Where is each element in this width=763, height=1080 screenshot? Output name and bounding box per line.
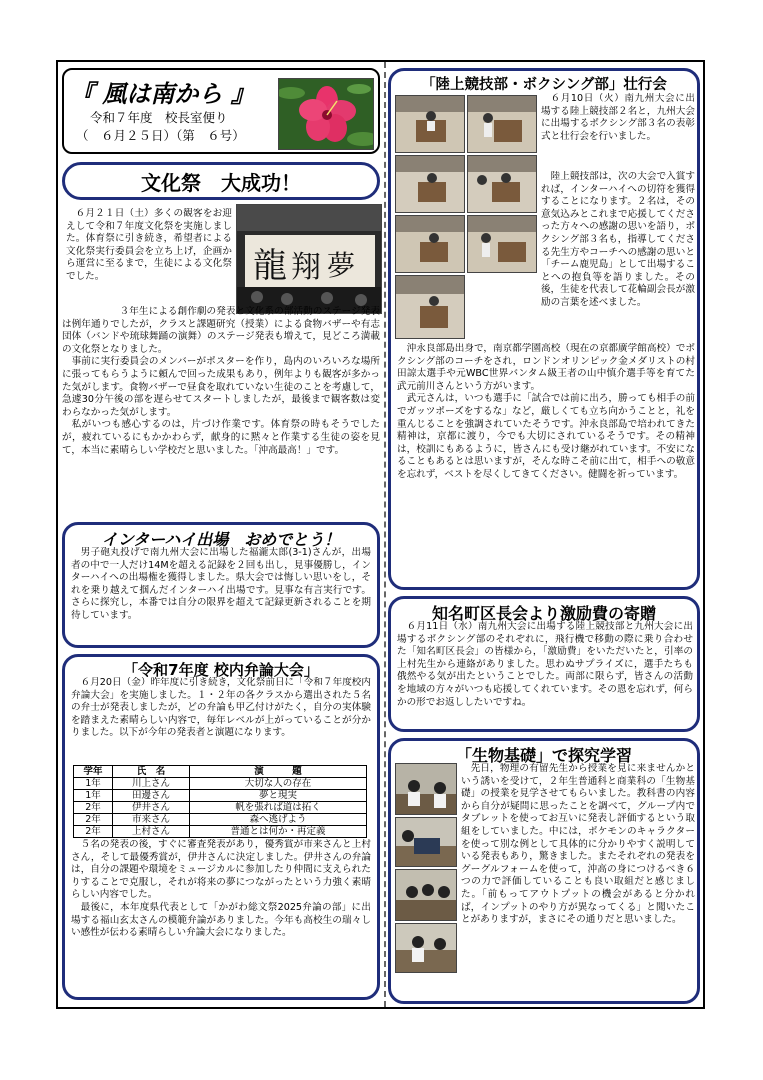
benron-heading: 「令和7年度 校内弁論大会」 [123,661,319,679]
benron-intro-text: ６月20日（金）昨年度に引き続き，文化祭前日に「令和７年度校内弁論大会」を実施しました。１・２年の各クラスから選出された５名の弁士が発表しましたが，どの弁論も甲乙付けがたく，自分の実体験を踏まえた素晴らしい内容で，毎年レベルが上がっていることが分かりました。以下が今年の発表者と演題になります。 [71,677,371,739]
rikujo-para4: 武元さんは，いつも選手に「試合では前に出ろ，勝っても相手の前でガッツポーズをするな」など，厳しくても立ち向かうことと，礼を重んじることを強調されていたそうです。沖永良部島で培われてきた精神は，京都に渡り，今でも大切にされているそうです。その精神は，校訓にもあるように，皆さんにも受け継がれています。不安になることもあるとは思いますが，そんな時こそ前に出て，相手への敬意を忘れず，ベストを尽くしてきてください。健闘を祈っています。 [397,393,695,480]
speaker-grade: 2年 [74,814,113,826]
bunkasai-para3: 事前に実行委員会のメンバーがポスターを作り，島内のいろいろな場所に張ってもらうように頼んで回った成果もあり，例年よりも観客が多かった気がします。食物バザーで昼食を取れていない生徒のことを考慮して，急遽30分午後の部を遅らせてスタートしましたが，最後まで観客数は変わらなかった気がします。 [62,356,380,418]
rikujo-box [388,68,700,590]
interhigh-box [62,522,380,648]
bunkasai-lead [66,208,232,318]
bunkasai-lead-text: ６月２１日（土）多くの観客をお迎えして令和７年度文化祭を実施しました。体育祭に引き続き，希望者による文化祭実行委員会を立ち上げ，企画から運営に至るまで，生徒による文化祭でした。 [66,208,232,282]
speech-title: 夢と現実 [190,790,367,802]
ceremony-photo-3 [395,155,465,213]
col-title: 演 題 [190,766,367,778]
ceremony-photo-5 [395,215,465,273]
interhigh-heading: インターハイ出場 おめでとう！ [101,530,341,549]
seibutsu-box [388,738,700,1004]
speaker-table [73,765,367,838]
benron-intro [71,677,371,765]
rikujo-body [541,171,695,341]
kuchokai-body [397,621,693,729]
column-divider [384,62,386,1007]
speaker-name: 上村さん [113,826,190,838]
masthead [62,68,380,154]
ceremony-photo-4 [467,155,537,213]
ceremony-photo-2 [467,95,537,153]
kuchokai-box [388,596,700,732]
benron-para2: ５名の発表の後，すぐに審査発表があり，優秀賞が市来さんと上村さん，そして最優秀賞が，伊井さんに決定しました。伊井さんの弁論は，自分の課題や環境をミュージカルに参加したり仲間に支えられたりすることで克服し，それが将来の夢につながったという力強く素晴らしい内容でした。 [71,839,371,901]
rikujo-heading: 「陸上競技部・ボクシング部」壮行会 [421,77,667,93]
newsletter-title: 『 風は南から 』 [70,80,255,108]
class-photo-1 [395,763,457,815]
kuchokai-heading: 知名町区長会より激励費の寄贈 [431,604,656,623]
kuchokai-body-text: ６月11日（水）南九州大会に出場する陸上競技部と九州大会に出場するボクシング部のそれぞれに，飛行機で移動の際に乗り合わせた「知名町区長会」の皆様から，「激励費」をいただいたと，引率の上村先生から連絡がありました。思わぬサプライズに，選手たちも俄然やる気が出たということでした。両部に限らず，皆さんの活動を地域の方々がいつも応援してくれています。その恩を忘れず，何らかの形でお返ししたいですね。 [397,621,693,708]
speaker-name: 伊井さん [113,802,190,814]
table-row [74,790,367,802]
speech-title: 帆を張れば道は拓く [190,802,367,814]
class-photo-4 [395,923,457,973]
speech-title: 森へ逃げよう [190,814,367,826]
speaker-grade: 2年 [74,826,113,838]
benron-box [62,654,380,1000]
seibutsu-body [461,763,695,973]
ceremony-photo-7 [395,275,465,339]
ceremony-photo-6 [467,215,537,273]
rikujo-para2: 陸上競技部は，次の大会で入賞すれば，インターハイへの切符を獲得することになります。２名は，その意気込みとこれまで応援してくださった方々への感謝の思いを語り，ボクシング部３名も，指導してくださる先生方やコーチへの感謝の思いと「チーム鹿児島」として出場することへの抱負等を語りました。その後，生徒を代表して花輪副会長が激励の言葉を述べました。 [541,171,695,308]
interhigh-body-text: 男子砲丸投げで南九州大会に出場した福瀧太郎(3-1)さんが，出場者の中で一人だけ14Mを超える記録を２回も出し，見事優勝し，インターハイへの出場権を獲得しました。県大会では悔しい思いをし，それを乗り越えて掴んだインターハイ出場です。見事な有言実行です。さらに探究し，本番では自分の限界を超えて記録更新されることを期待しています。 [71,547,371,621]
rikujo-para1: ６月10日（火）南九州大会に出場する陸上競技部２名と，九州大会に出場するボクシング部３名の表彰式と壮行会を行いました。 [541,93,695,142]
speech-title: 普通とは何か・再定義 [190,826,367,838]
interhigh-body [71,547,371,645]
bunkasai-heading-text: 文化祭 大成功！ [141,170,301,195]
bunkasai-stage-photo [236,204,382,314]
col-grade: 学年 [74,766,113,778]
speech-title: 大切な人の存在 [190,778,367,790]
class-photo-3 [395,869,457,921]
table-row [74,814,367,826]
class-photo-2 [395,817,457,867]
bunkasai-para2: ３年生による創作劇の発表と文化系の部活動のステージ発表は例年通りでしたが，クラスと課題研究（授業）による食物バザーや有志団体（バンドや琉球舞踊の演舞）のステージ発表も増えて，見どころ満載の文化祭となりました。 [62,306,380,355]
rikujo-body-lower [397,343,695,587]
ceremony-photo-1 [395,95,465,153]
benron-para3: 最後に，本年度県代表として「かがわ総文祭2025弁論の部」に出場する福山玄太さんの模範弁論がありました。今年も高校生の瑞々しい感性が伝わる素晴らしい弁論大会になりました。 [71,901,371,939]
speaker-grade: 1年 [74,790,113,802]
seibutsu-heading: 「生物基礎」で探究学習 [455,746,632,765]
table-row [74,826,367,838]
svg-text:龍: 龍 [253,246,287,286]
newsletter-subtitle: 令和７年度 校長室便り [90,110,228,125]
bunkasai-heading [62,162,380,200]
svg-text:夢: 夢 [327,249,356,282]
table-row [74,778,367,790]
speaker-grade: 2年 [74,802,113,814]
table-row [74,802,367,814]
speaker-table-header [74,766,367,778]
issue-date: （ ６月２５日）（第 ６号） [76,128,245,143]
bunkasai-body [62,306,380,518]
speaker-name: 田邊さん [113,790,190,802]
hibiscus-photo [278,78,374,150]
benron-body [71,839,371,995]
rikujo-para3: 沖永良部島出身で，南京都学園高校（現在の京都廣学館高校）でボクシング部のコーチをされ，ロンドンオリンピック金メダリストの村田諒太選手や元WBC世界バンタム級王者の山中慎介選手等を育てた武元前川さんという方がいます。 [397,343,695,392]
seibutsu-body-text: 先日，物理の有留先生から授業を見に来ませんかという誘いを受けて，２年生普通科と商業科の「生物基礎」の授業を見学させてもらいました。教科書の内容から自分が疑問に思ったことを調べて，グループ内でタブレットを使ってお互いに発表し評価するという取組をしていました。中には，ポケモンのキャラクターを使って別な例として具体的に分かりやすく説明している発表もあり，驚きました。またそれぞれの発表をグーグルフォームを使って，沖高の身につけるべき６つの力で評価していることも良い取組だと感じました。「前もってアウトプットの機会があると分かれば，インプットのやり方が異なってくる」と聞いたことがありますが，まさにその通りだと思いました。 [461,763,695,926]
speaker-grade: 1年 [74,778,113,790]
speaker-name: 川上さん [113,778,190,790]
speaker-name: 市来さん [113,814,190,826]
bunkasai-para4: 私がいつも感心するのは，片づけ作業です。体育祭の時もそうでしたが，疲れているにもかかわらず，献身的に黙々と作業する生徒の姿を見て，本当に素晴らしい学校だと思いました。「沖高最高！」です。 [62,419,380,456]
svg-text:翔: 翔 [291,250,321,285]
col-name: 氏 名 [113,766,190,778]
